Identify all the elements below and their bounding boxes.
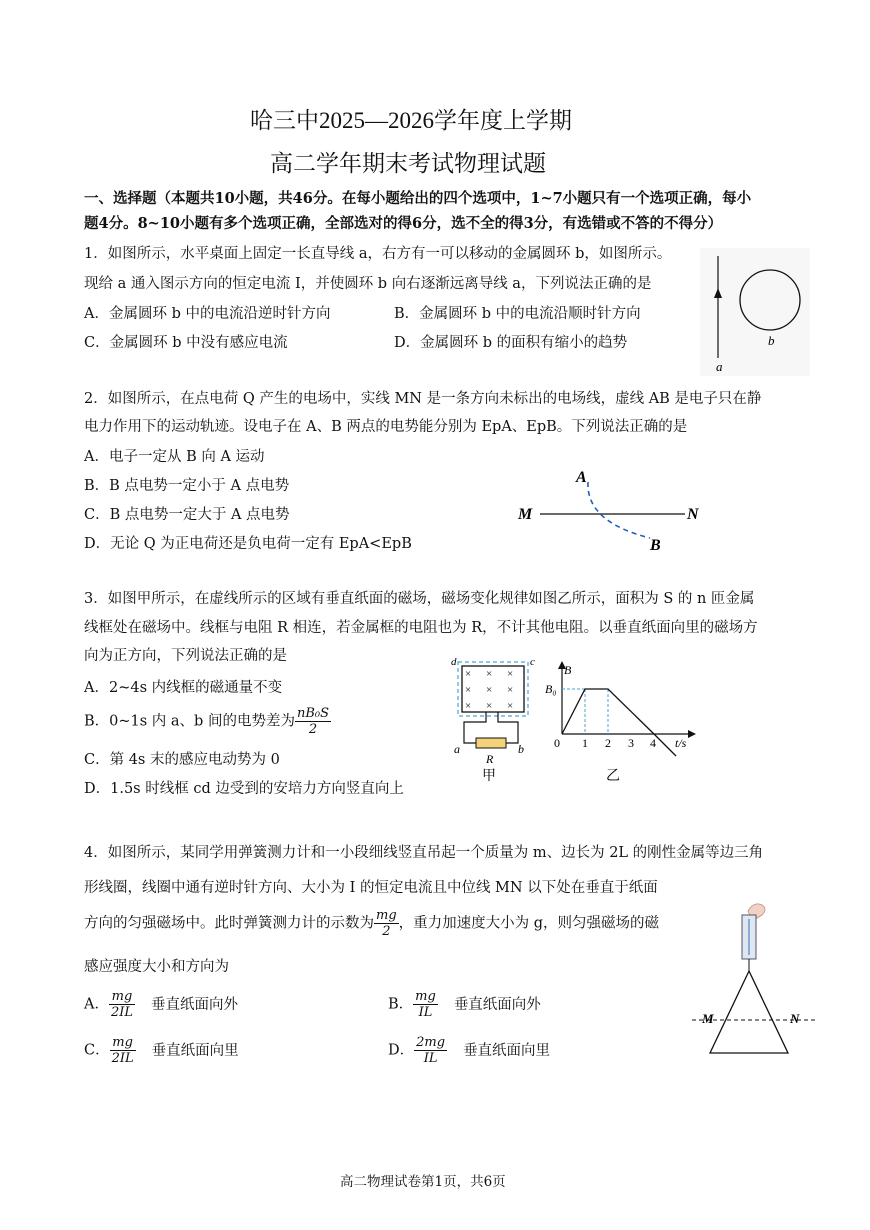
q3-option-c: C．第 4s 末的感应电动势为 0 bbox=[84, 752, 280, 768]
b-t-graph bbox=[562, 689, 676, 756]
section-instructions bbox=[84, 186, 751, 236]
fraction-denominator: 2IL bbox=[110, 1005, 134, 1020]
trajectory-ab bbox=[588, 482, 650, 538]
q3-option-d: D．1.5s 时线框 cd 边受到的安培力方向竖直向上 bbox=[84, 781, 404, 797]
exam-title-line2: 高二学年期末考试物理试题 bbox=[270, 151, 546, 176]
option-direction: 垂直纸面向里 bbox=[151, 1042, 239, 1059]
label-a: a bbox=[716, 359, 723, 374]
q2-option-b: B．B 点电势一定小于 A 点电势 bbox=[84, 478, 290, 494]
q2-stem-line2: 电力作用下的运动轨迹。设电子在 A、B 两点的电势能分别为 EpA、EpB。下列说法正确的是 bbox=[84, 419, 688, 435]
fraction-numerator: mg bbox=[109, 989, 135, 1005]
option-fraction bbox=[109, 989, 135, 1020]
q4-stem-line4: 感应强度大小和方向为 bbox=[84, 959, 229, 975]
q4-option-c bbox=[84, 1035, 239, 1066]
q3-option-b bbox=[84, 706, 331, 737]
q1-stem-line2: 现给 a 通入图示方向的恒定电流 I，并使圆环 b 向右逐渐远离导线 a，下列说法正确的是 bbox=[84, 276, 652, 292]
q2-stem-line1: 2．如图所示，在点电荷 Q 产生的电场中，实线 MN 是一条方向未标出的电场线，虚线 AB 是电子只在静 bbox=[84, 391, 762, 407]
axis-label-B0: B₀ bbox=[545, 682, 557, 696]
t-axis-arrow-icon bbox=[688, 730, 696, 738]
option-letter: B． bbox=[388, 996, 414, 1013]
q4-stem-line3 bbox=[84, 908, 659, 939]
caption-jia: 甲 bbox=[482, 769, 496, 784]
q2-option-a: A．电子一定从 B 向 A 运动 bbox=[84, 449, 265, 465]
q4-figure bbox=[688, 895, 823, 1060]
resistor-R bbox=[476, 738, 506, 748]
tick-0: 0 bbox=[554, 736, 560, 750]
section-line2: 题4分。8~10小题有多个选项正确，全部选对的得6分，选不全的得3分，有选错或不答的不得分） bbox=[84, 215, 723, 232]
q3-option-a: A．2~4s 内线框的磁通量不变 bbox=[84, 680, 283, 696]
option-letter: C． bbox=[84, 1042, 110, 1059]
option-fraction bbox=[413, 989, 438, 1020]
label-M: M bbox=[702, 1011, 714, 1026]
q2-option-d: D．无论 Q 为正电荷还是负电荷一定有 EpA<EpB bbox=[84, 536, 412, 552]
q1-option-c: C．金属圆环 b 中没有感应电流 bbox=[84, 335, 288, 351]
label-a: a bbox=[454, 742, 460, 756]
q4-stem-fraction bbox=[374, 908, 399, 939]
fraction-numerator: 2mg bbox=[416, 1035, 446, 1050]
q4-stem-line1: 4．如图所示，某同学用弹簧测力计和一小段细线竖直吊起一个质量为 m、边长为 2L 的刚性金属等边三角 bbox=[84, 845, 764, 861]
label-A: A bbox=[576, 469, 587, 486]
label-d: d bbox=[451, 656, 457, 668]
tick-4: 4 bbox=[650, 736, 656, 750]
axis-label-B: B bbox=[564, 663, 572, 677]
exam-title-line1: 哈三中2025—2026学年度上学期 bbox=[250, 108, 572, 133]
svg-text:×: × bbox=[507, 700, 514, 712]
svg-text:×: × bbox=[465, 700, 472, 712]
q4-option-b bbox=[388, 989, 541, 1020]
q2-figure bbox=[510, 460, 710, 558]
triangle-coil bbox=[710, 971, 788, 1053]
page-footer: 高二物理试卷第1页，共6页 bbox=[340, 1174, 506, 1190]
option-letter: D． bbox=[388, 1042, 415, 1059]
fraction-denominator: IL bbox=[418, 1005, 433, 1020]
label-b: b bbox=[518, 742, 524, 756]
q3-option-b-fraction bbox=[295, 706, 331, 737]
option-direction: 垂直纸面向外 bbox=[151, 996, 239, 1013]
fraction-numerator: mg bbox=[376, 908, 397, 923]
q3-stem-line2: 线框处在磁场中。线框与电阻 R 相连，若金属框的电阻也为 R，不计其他电阻。以垂直纸面向里的磁场方 bbox=[84, 620, 758, 636]
wire-frame bbox=[462, 666, 524, 712]
q4-stem-line3-pre: 方向的匀强磁场中。此时弹簧测力计的示数为 bbox=[84, 915, 374, 932]
option-fraction bbox=[414, 1035, 447, 1066]
tick-2: 2 bbox=[605, 736, 611, 750]
svg-text:×: × bbox=[465, 684, 472, 696]
tick-3: 3 bbox=[628, 736, 634, 750]
axis-label-t: t/s bbox=[675, 736, 687, 750]
q3-stem-line1: 3．如图甲所示，在虚线所示的区域有垂直纸面的磁场，磁场变化规律如图乙所示，面积为 S 的 n 匝金属 bbox=[84, 591, 755, 607]
q1-figure-bg bbox=[700, 248, 810, 376]
fraction-numerator: mg bbox=[110, 1035, 136, 1051]
tick-1: 1 bbox=[582, 736, 588, 750]
q1-option-b: B．金属圆环 b 中的电流沿顺时针方向 bbox=[394, 306, 641, 322]
option-letter: A． bbox=[84, 996, 109, 1013]
q1-option-a: A．金属圆环 b 中的电流沿逆时针方向 bbox=[84, 306, 331, 322]
option-direction: 垂直纸面向里 bbox=[463, 1042, 551, 1059]
caption-yi: 乙 bbox=[606, 769, 620, 784]
q1-figure bbox=[700, 248, 810, 376]
label-c: c bbox=[530, 656, 535, 668]
q3-stem-line3: 向为正方向，下列说法正确的是 bbox=[84, 648, 287, 664]
svg-text:×: × bbox=[507, 684, 514, 696]
section-line1: 一、选择题（本题共10小题，共46分。在每小题给出的四个选项中，1~7小题只有一个选项正确，每小 bbox=[84, 190, 752, 207]
option-fraction bbox=[110, 1035, 136, 1066]
q2-option-c: C．B 点电势一定大于 A 点电势 bbox=[84, 507, 290, 523]
svg-text:×: × bbox=[486, 684, 493, 696]
fraction-numerator: mg bbox=[415, 989, 436, 1004]
svg-text:×: × bbox=[507, 668, 514, 680]
svg-text:×: × bbox=[486, 700, 493, 712]
fraction-denominator: IL bbox=[423, 1051, 438, 1066]
field-cross-marks bbox=[465, 668, 513, 712]
label-b: b bbox=[768, 333, 775, 348]
label-R: R bbox=[486, 752, 494, 766]
svg-text:×: × bbox=[465, 668, 472, 680]
label-N: N bbox=[790, 1011, 800, 1026]
fraction-denominator: 2 bbox=[382, 924, 391, 939]
svg-text:×: × bbox=[486, 668, 493, 680]
q3-option-b-text: B．0~1s 内 a、b 间的电势差为 bbox=[84, 713, 295, 730]
option-direction: 垂直纸面向外 bbox=[453, 996, 541, 1013]
q4-option-d bbox=[388, 1035, 550, 1066]
q3-figure-jia bbox=[446, 652, 546, 786]
fraction-numerator: nB₀S bbox=[296, 706, 329, 721]
q1-option-d: D．金属圆环 b 的面积有缩小的趋势 bbox=[394, 335, 628, 351]
fraction-denominator: 2IL bbox=[111, 1051, 134, 1066]
fraction-denominator: 2 bbox=[308, 722, 318, 737]
label-B: B bbox=[650, 537, 661, 554]
q3-figure-yi bbox=[544, 656, 704, 784]
q4-stem-line3-post: ，重力加速度大小为 g，则匀强磁场的磁 bbox=[398, 915, 660, 932]
q1-stem-line1: 1．如图所示，水平桌面上固定一长直导线 a，右方有一可以移动的金属圆环 b，如图所示。 bbox=[84, 246, 672, 262]
q4-option-a bbox=[84, 989, 238, 1020]
q4-stem-line2: 形线圈，线圈中通有逆时针方向、大小为 I 的恒定电流且中位线 MN 以下处在垂直于纸面 bbox=[84, 880, 658, 896]
label-N: N bbox=[687, 506, 699, 523]
label-M: M bbox=[518, 506, 533, 523]
